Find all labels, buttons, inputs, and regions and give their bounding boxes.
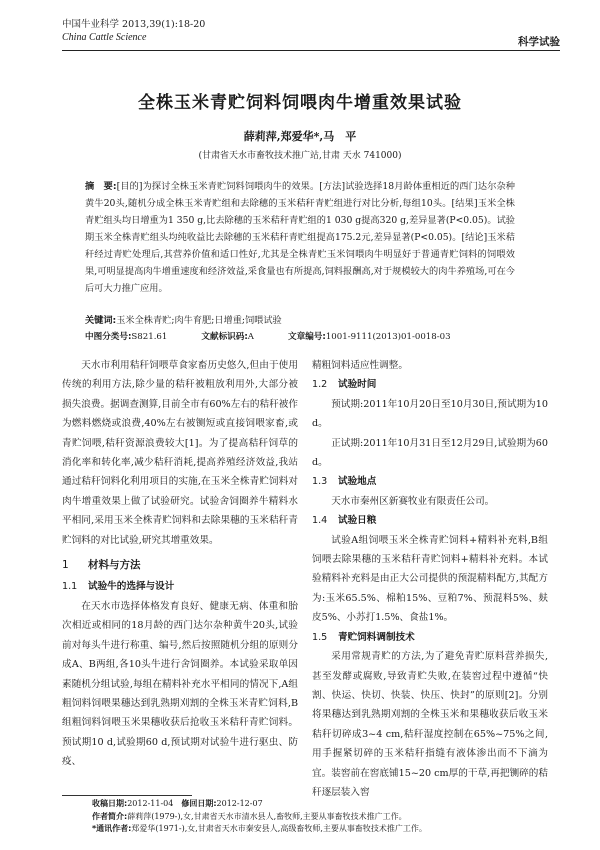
subsection-title: 试验牛的选择与设计 xyxy=(88,581,175,593)
header-rule xyxy=(62,50,560,51)
journal-citation: 中国牛业科学 2013,39(1):18-20 xyxy=(62,19,206,30)
abstract xyxy=(85,178,515,297)
doc-code-value: A xyxy=(247,332,254,342)
received-date: 2012-11-04 xyxy=(127,799,174,808)
author-bio-label: 作者简介: xyxy=(92,811,128,821)
subsection-heading-1-2 xyxy=(312,375,548,394)
abstract-text: [目的]为探讨全株玉米青贮饲料饲喂肉牛的效果。[方法]试验选择18月龄体重相近的西门达尔杂种黄牛20头,随机分成全株玉米青贮组和去除穗的玉米秸秆青贮组进行对比分析,每组10头。[结果]玉米全株青贮组头均日增重为1 350 g,比去除穗的玉米秸秆青贮组的1 030 g提高320 g,差异显著(P<0.05)。试验期玉米全株青贮组头均纯收益比去除穗的玉米秸秆青贮组提高175.2元,差异显著(P<0.05)。[结论]玉米秸秆经过青贮处理后,其营养价值和适口性好,尤其是全株青贮玉米饲喂肉牛明显好于普通青贮饲料的饲喂效果,可明显提高肉牛增重速度和经济效益,采食量也有所提高,饲料报酬高,对于规模较大的肉牛养殖场,可在今后可大力推广应用。 xyxy=(85,181,515,294)
body-continuation: 精粗饲料适应性调整。 xyxy=(312,360,408,371)
intro-paragraph: 天水市利用秸秆饲喂草食家畜历史悠久,但由于使用传统的利用方法,除少量的秸秆被粗放利用外,大部分被损失浪费。据调查测算,目前全市有60%左右的秸秆被作为燃料燃烧或浪费,40%左右被铡短或直接饲喂家畜,或青贮饲喂,秸秆资源浪费较大[1]。为了提高秸秆饲草的消化率和转化率,减少秸秆消耗,提高养殖经济效益,我站通过秸秆饲料化利用项目的实施,在玉米全株青贮饲料对肉牛增重效果上做了试验研究。试验舍饲圈养牛精料水平相同,采用玉米全株青贮饲料和去除果穗的玉米秸秆青贮饲料的对比试验,研究其增重效果。 xyxy=(62,360,298,546)
body-paragraph: 采用常规青贮的方法,为了避免青贮原料营养损失,甚至发酵或腐败,导致青贮失败,在装窖过程中遵循“快割、快运、快切、快装、快压、快封”的原则[2]。分别将果穗达到乳熟期刈割的全株玉米和果穗收获后收玉米秸秆切碎成3~4 cm,秸秆湿度控制在65%~75%之间,用手握紧切碎的玉米秸秆指缝有液体渗出而不下滴为宜。装窖前在窖底铺15~20 cm厚的干草,再把铡碎的秸秆逐层装入窖 xyxy=(312,651,548,798)
keywords xyxy=(85,314,515,328)
subsection-heading-1-4 xyxy=(312,511,548,530)
left-column xyxy=(62,356,298,772)
footnote-rule xyxy=(62,795,192,796)
subsection-number: 1.4 xyxy=(312,515,328,527)
footnote xyxy=(92,798,562,836)
body-paragraph: 天水市秦州区新赛牧业有限责任公司。 xyxy=(331,495,495,507)
subsection-heading-1-3 xyxy=(312,472,548,491)
body-paragraph: 在天水市选择体格发育良好、健康无病、体重和胎次相近或相同的18月龄的西门达尔杂种黄牛20头,试验前对每头牛进行称重、编号,然后按照随机分组的原则分成A、B两组,各10头牛进行舍饲圈养。本试验采取单因素随机分组试验,每组在精料补充水平相同的情况下,A组粗饲料饲喂果穗达到乳熟期刈割的全株玉米青贮饲料,B组粗饲料饲喂玉米果穗收获后抢收玉米秸秆青贮饲料。预试期10 d,试验期60 d,预试期对试验牛进行驱虫、防疫、 xyxy=(62,600,298,768)
subsection-number: 1.1 xyxy=(62,581,78,593)
corresponding-text: 郑爱华(1971-),女,甘肃省天水市秦安县人,高级畜牧师,主要从事畜牧技术推广工作。 xyxy=(131,824,427,833)
doc-code-label: 文献标识码: xyxy=(201,332,248,342)
corresponding-author xyxy=(92,823,562,836)
body-paragraph: 正试期:2011年10月31日至12月29日,试验期为60 d。 xyxy=(312,437,548,469)
classification-line xyxy=(85,330,555,344)
corresponding-label: *通讯作者: xyxy=(92,824,132,833)
subsection-number: 1.3 xyxy=(312,476,328,488)
journal-header xyxy=(62,18,205,44)
date-line xyxy=(92,798,562,811)
article-number-value: 1001-9111(2013)01-0018-03 xyxy=(325,332,451,342)
right-column xyxy=(312,356,548,802)
author-bio-text: 薛莉萍(1979-),女,甘肃省天水市清水县人,畜牧师,主要从事畜牧技术推广工作。 xyxy=(127,811,407,821)
clc-label: 中图分类号: xyxy=(85,332,132,342)
body-paragraph: 试验A组饲喂玉米全株青贮饲料+精料补充料,B组饲喂去除果穗的玉米秸秆青贮饲料+精料补充料。本试验精料补充料是由正大公司提供的预混精料配方,其配方为:玉米65.5%、棉粕15%、豆粕7%、预混料5%、麸皮5%、小苏打1.5%、食盐1%。 xyxy=(312,534,548,624)
keywords-text: 玉米全株青贮;肉牛育肥;日增重;饲喂试验 xyxy=(116,315,282,326)
revised-date: 2012-12-07 xyxy=(216,799,263,808)
section-label: 科学试验 xyxy=(518,36,560,48)
revised-label: 修回日期: xyxy=(181,799,217,808)
subsection-number: 1.2 xyxy=(312,379,328,391)
abstract-label: 摘 要: xyxy=(85,181,117,192)
section-number: 1 xyxy=(62,559,69,572)
author-list: 薛莉萍,郑爱华*,马 平 xyxy=(243,130,357,143)
received-label: 收稿日期: xyxy=(92,799,128,808)
affiliation: (甘肃省天水市畜牧技术推广站,甘肃 天水 741000) xyxy=(198,151,402,161)
subsection-heading-1-1 xyxy=(62,577,298,596)
body-paragraph: 预试期:2011年10月20日至10月30日,预试期为10 d。 xyxy=(312,398,548,430)
paper-title: 全株玉米青贮饲料饲喂肉牛增重效果试验 xyxy=(138,93,462,113)
subsection-title: 试验日粮 xyxy=(338,515,377,527)
subsection-title: 试验时间 xyxy=(338,379,377,391)
journal-english-name: China Cattle Science xyxy=(62,32,147,43)
subsection-title: 青贮饲料调制技术 xyxy=(338,631,415,643)
subsection-heading-1-5 xyxy=(312,628,548,647)
subsection-number: 1.5 xyxy=(312,631,328,643)
author-bio xyxy=(92,811,562,824)
clc-value: S821.61 xyxy=(131,332,168,342)
article-number-label: 文章编号: xyxy=(288,332,326,342)
section-title: 材料与方法 xyxy=(88,559,141,572)
section-heading-1 xyxy=(62,556,298,575)
keywords-label: 关键词: xyxy=(85,315,117,326)
subsection-title: 试验地点 xyxy=(338,476,377,488)
